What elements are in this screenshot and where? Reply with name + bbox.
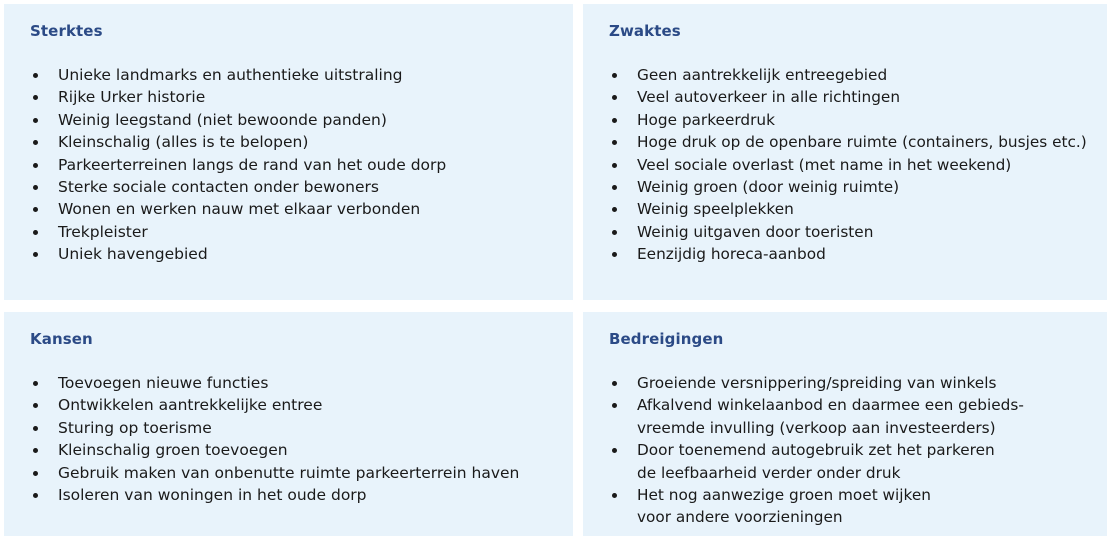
list-item: Geen aantrekkelijk entreegebied (609, 64, 1107, 86)
list-item: Kleinschalig (alles is te belopen) (30, 131, 573, 153)
list-item: Veel autoverkeer in alle richtingen (609, 86, 1107, 108)
swot-strengths-panel (4, 4, 573, 300)
list-item-line: de leefbaarheid verder onder druk (637, 463, 901, 482)
list-item-line: Door toenemend autogebruik zet het parkeren (637, 441, 995, 460)
list-item (609, 372, 1107, 394)
list-item: Eenzijdig horeca-aanbod (609, 243, 1107, 265)
list-item: Toevoegen nieuwe functies (30, 372, 573, 394)
list-item-line: vreemde invulling (verkoop aan investeerders) (637, 418, 996, 437)
list-item: Hoge parkeerdruk (609, 109, 1107, 131)
opportunities-list (30, 372, 573, 506)
list-item: Wonen en werken nauw met elkaar verbonden (30, 198, 573, 220)
list-item: Kleinschalig groen toevoegen (30, 439, 573, 461)
list-item: Unieke landmarks en authentieke uitstraling (30, 64, 573, 86)
list-item: Hoge druk op de openbare ruimte (containers, busjes etc.) (609, 131, 1107, 153)
list-item (609, 439, 1107, 484)
list-item (609, 394, 1107, 439)
list-item-line: Afkalvend winkelaanbod en daarmee een gebieds- (637, 396, 1024, 415)
list-item: Trekpleister (30, 221, 573, 243)
list-item: Ontwikkelen aantrekkelijke entree (30, 394, 573, 416)
list-item: Weinig groen (door weinig ruimte) (609, 176, 1107, 198)
swot-weaknesses-panel (583, 4, 1107, 300)
list-item: Sterke sociale contacten onder bewoners (30, 176, 573, 198)
list-item-line: voor andere voorzieningen (637, 508, 843, 527)
strengths-heading: Sterktes (30, 22, 103, 40)
list-item-line: Het nog aanwezige groen moet wijken (637, 486, 931, 505)
list-item: Rijke Urker historie (30, 86, 573, 108)
list-item: Sturing op toerisme (30, 417, 573, 439)
list-item: Veel sociale overlast (met name in het weekend) (609, 154, 1107, 176)
threats-heading: Bedreigingen (609, 330, 724, 348)
swot-opportunities-panel (4, 312, 573, 536)
list-item: Isoleren van woningen in het oude dorp (30, 484, 573, 506)
list-item: Weinig leegstand (niet bewoonde panden) (30, 109, 573, 131)
weaknesses-heading: Zwaktes (609, 22, 681, 40)
strengths-list (30, 64, 573, 266)
list-item: Parkeerterreinen langs de rand van het oude dorp (30, 154, 573, 176)
weaknesses-list (609, 64, 1107, 266)
list-item: Weinig speelplekken (609, 198, 1107, 220)
swot-threats-panel (583, 312, 1107, 536)
list-item-line: Groeiende versnippering/spreiding van winkels (637, 374, 997, 392)
opportunities-heading: Kansen (30, 330, 93, 348)
list-item: Uniek havengebied (30, 243, 573, 265)
list-item: Weinig uitgaven door toeristen (609, 221, 1107, 243)
threats-list (609, 372, 1107, 529)
list-item (609, 484, 1107, 529)
list-item: Gebruik maken van onbenutte ruimte parkeerterrein haven (30, 462, 573, 484)
